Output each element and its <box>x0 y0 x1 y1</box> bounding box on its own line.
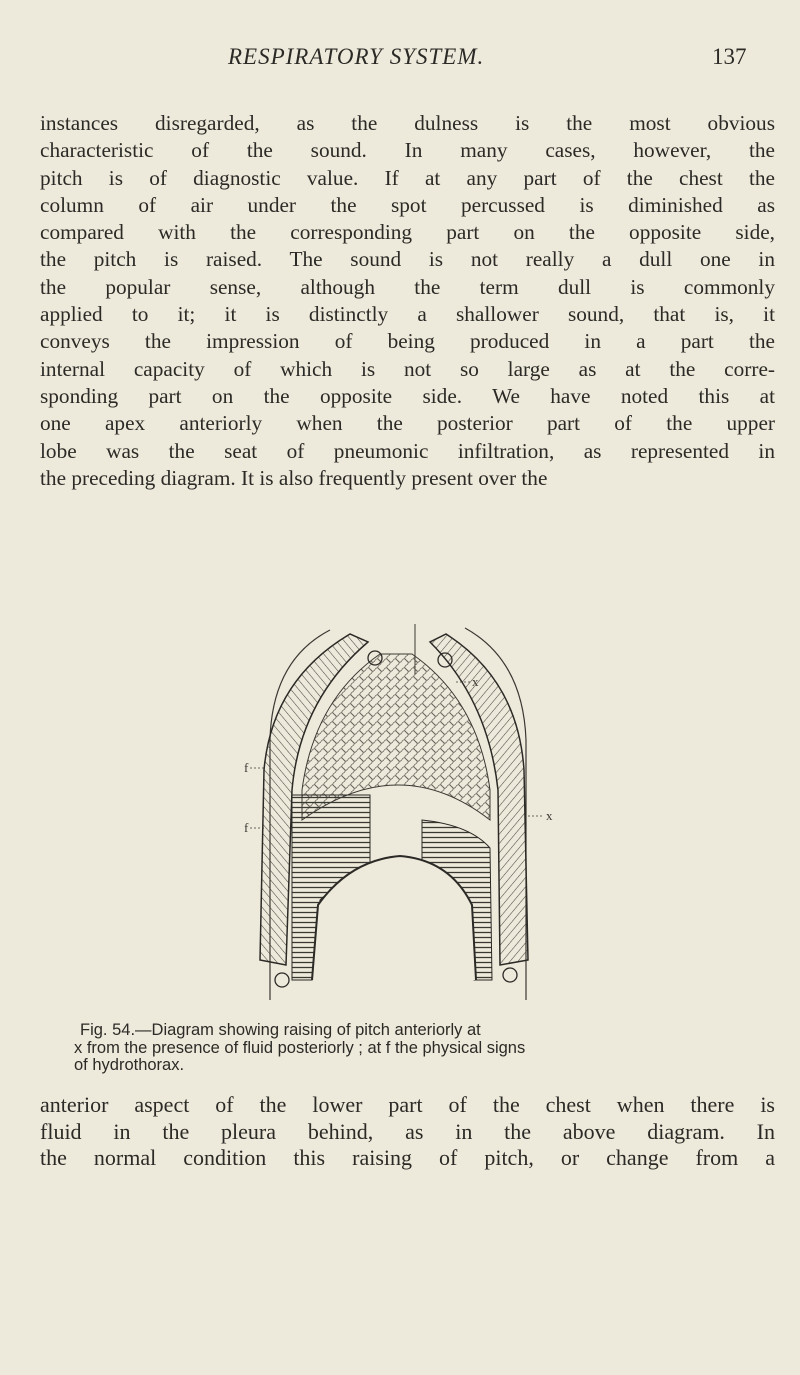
text-line: the popular sense, although the term dull is commonly <box>40 274 775 299</box>
caption-line: x from the presence of fluid posteriorly ; at f the physical signs <box>74 1038 526 1057</box>
paragraph-bottom <box>40 1092 775 1172</box>
label-f-top: f <box>244 760 249 775</box>
text-line: characteristic of the sound. In many cases, however, the <box>40 138 775 163</box>
text-line: pitch is of diagnostic value. If at any part of the chest the <box>40 165 775 190</box>
text-line: applied to it; it is distinctly a shallower sound, that is, it <box>40 302 775 327</box>
text-line: internal capacity of which is not so large as at the corre- <box>40 356 775 381</box>
label-x-top: x <box>472 674 479 689</box>
running-head <box>0 44 800 84</box>
chest-diagram <box>240 620 560 1005</box>
text-line: anterior aspect of the lower part of the chest when there is <box>40 1092 775 1117</box>
text-line: the pitch is raised. The sound is not really a dull one in <box>40 247 775 272</box>
figure-caption <box>74 1022 764 1075</box>
text-line: conveys the impression of being produced in a part the <box>40 329 775 354</box>
text-line: column of air under the spot percussed is diminished as <box>40 192 775 217</box>
caption-line: Fig. 54.—Diagram showing raising of pitch anteriorly at <box>80 1021 481 1039</box>
page-number: 137 <box>712 44 747 69</box>
caption-line: of hydrothorax. <box>74 1056 185 1074</box>
paragraph-top <box>40 110 775 492</box>
running-title: RESPIRATORY SYSTEM. <box>228 44 485 69</box>
text-line: the normal condition this raising of pitch, or change from a <box>40 1145 775 1170</box>
text-line: fluid in the pleura behind, as in the above diagram. In <box>40 1118 775 1144</box>
text-line: the preceding diagram. It is also frequently present over the <box>40 465 548 490</box>
text-line: sponding part on the opposite side. We have noted this at <box>40 383 775 408</box>
text-line: compared with the corresponding part on the opposite side, <box>40 220 775 245</box>
text-line: one apex anteriorly when the posterior part of the upper <box>40 411 775 436</box>
label-x-mid: x <box>546 808 553 823</box>
chest-diagram-figure <box>240 620 560 1005</box>
text-line: lobe was the seat of pneumonic infiltration, as represented in <box>40 438 775 463</box>
text-line: instances disregarded, as the dulness is the most obvious <box>40 111 775 135</box>
label-f-bottom: f <box>244 820 249 835</box>
